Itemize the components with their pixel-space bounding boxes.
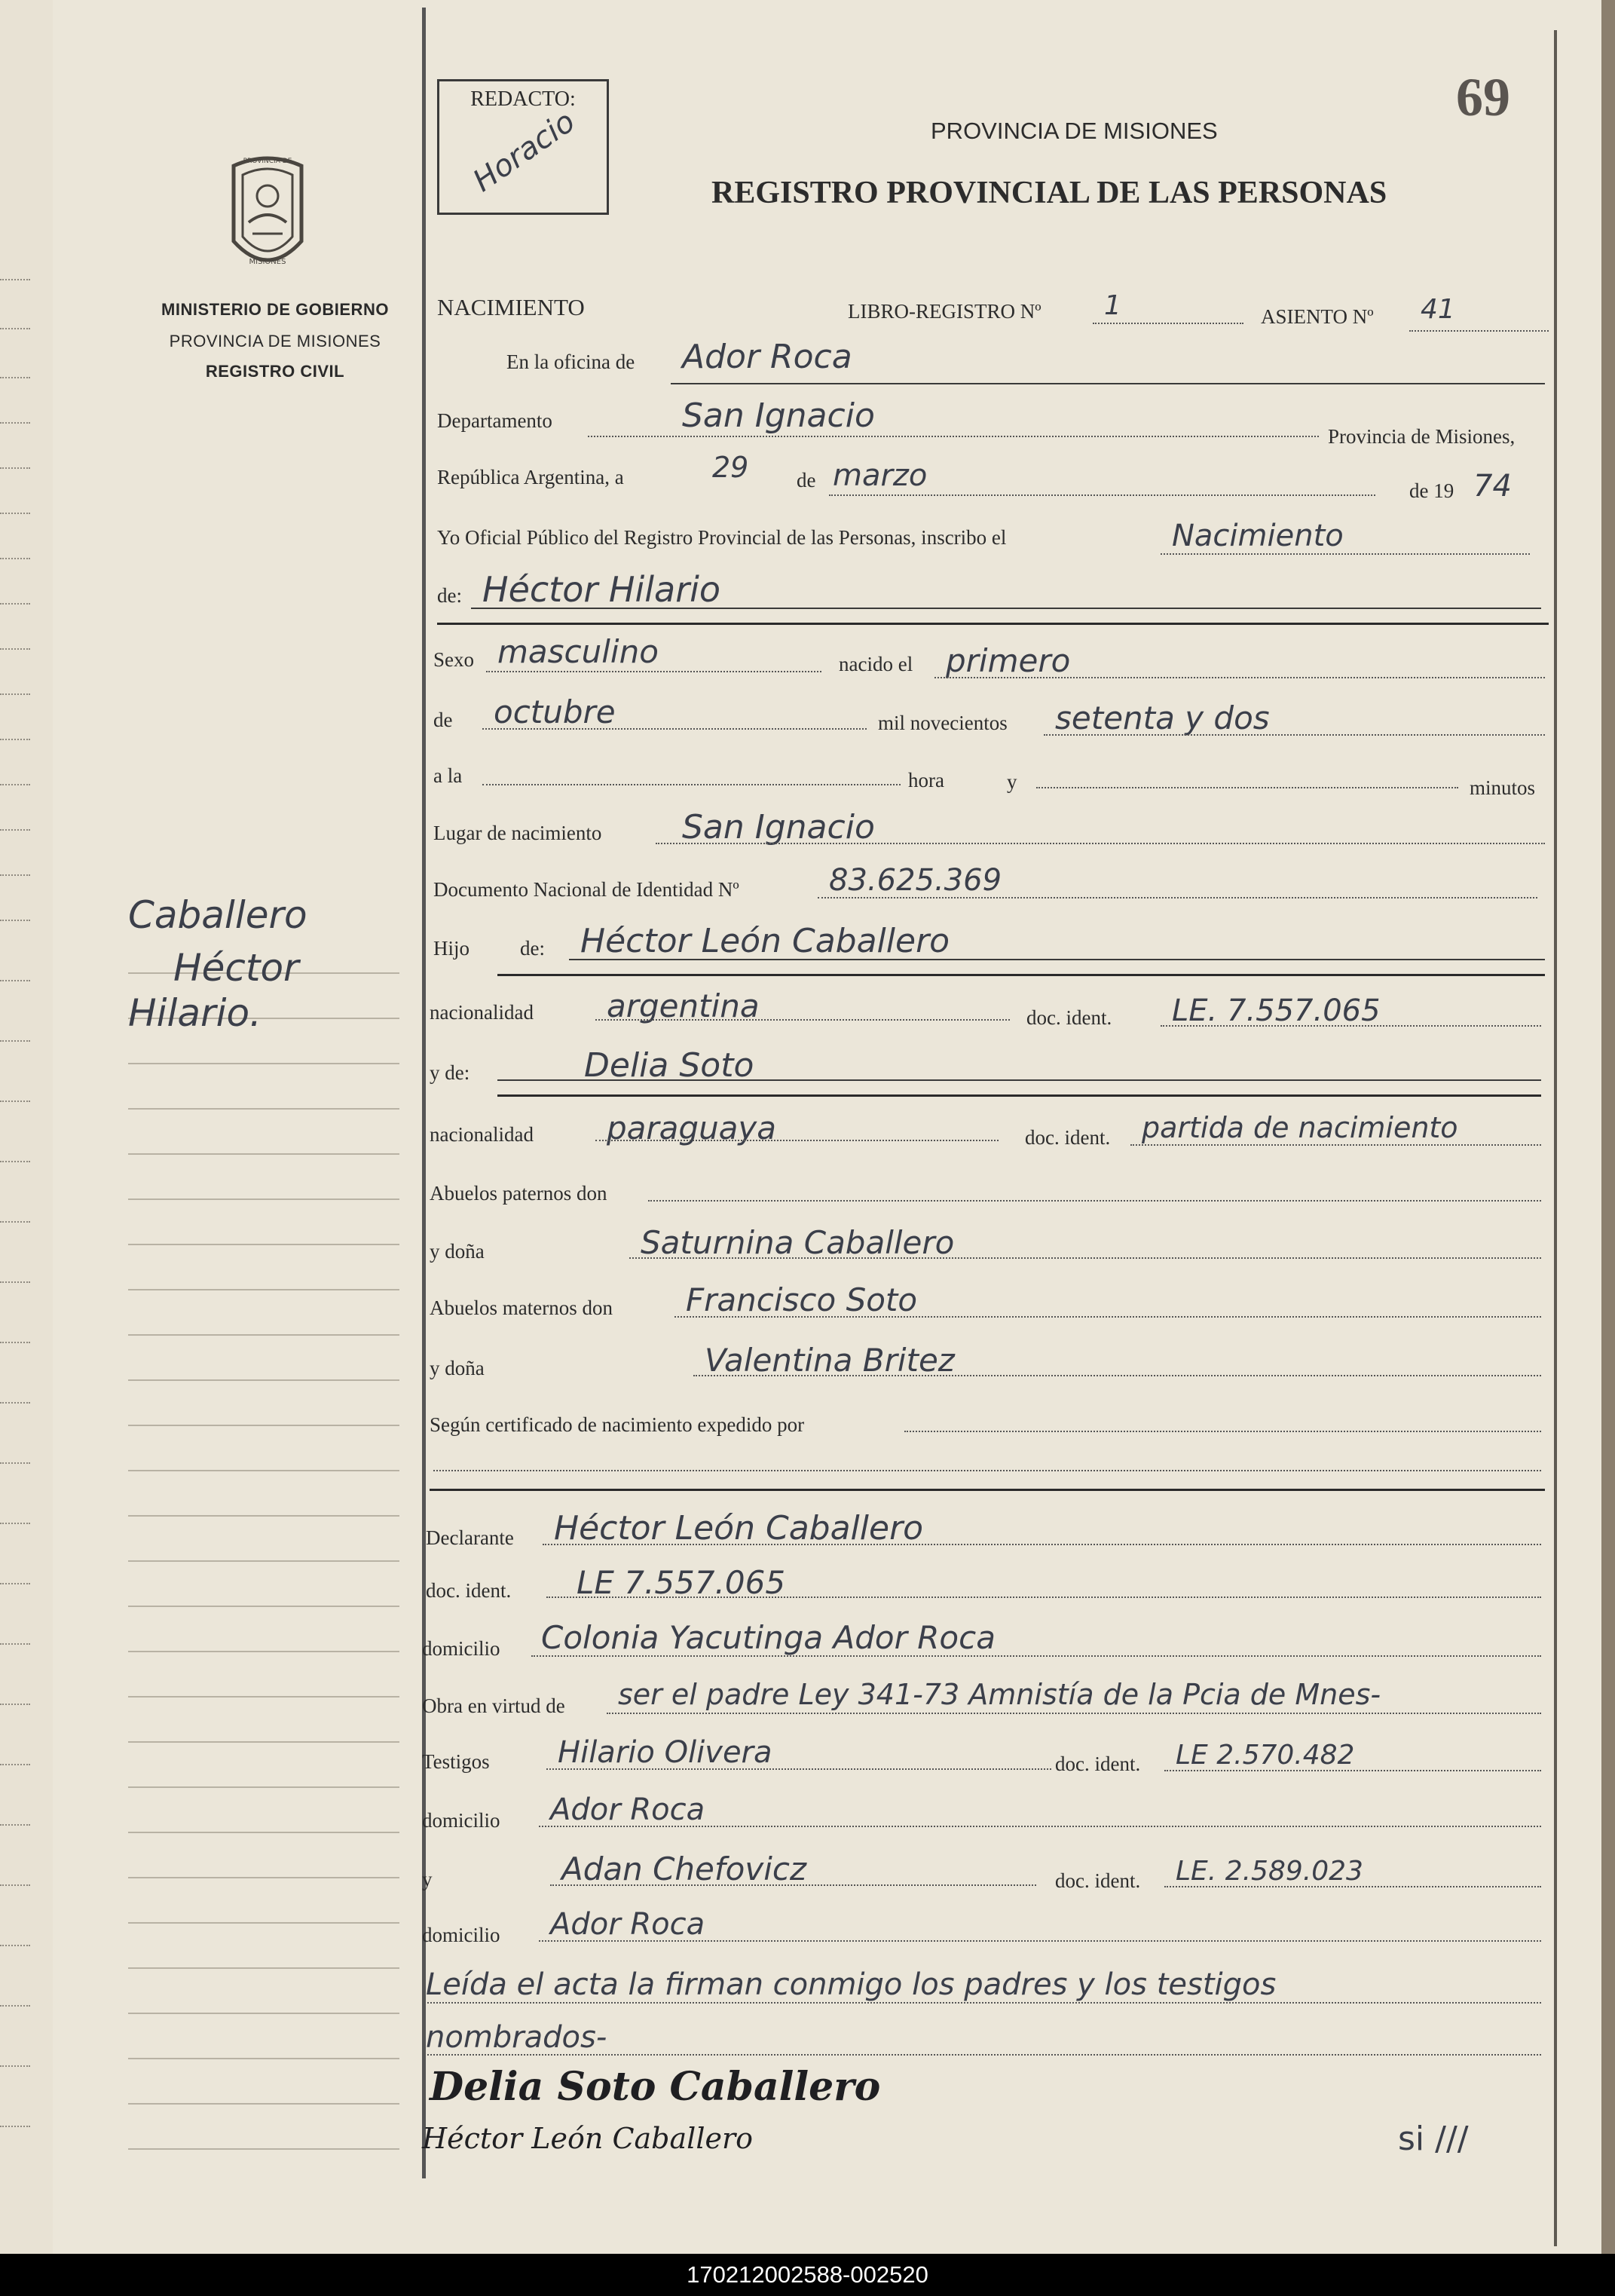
- witness2-doc-value: LE. 2.589.023: [1176, 1856, 1363, 1887]
- signature-father: Héctor León Caballero: [422, 2122, 754, 2155]
- dni-value: 83.625.369: [829, 863, 1002, 898]
- act-value: Nacimiento: [1172, 519, 1344, 553]
- departamento-label: Departamento: [437, 409, 552, 432]
- paternal-grandparents-label: Abuelos paternos don: [430, 1182, 607, 1205]
- ministry-line1: MINISTERIO DE GOBIERNO: [161, 300, 389, 319]
- provincial-seal-icon: [219, 151, 317, 279]
- hora-y-label: y: [1007, 770, 1017, 793]
- footer-bar: [0, 2254, 1615, 2296]
- minutos-label: minutos: [1470, 776, 1536, 799]
- mother-nationality-label: nacionalidad: [430, 1123, 534, 1146]
- republica-label: República Argentina, a: [437, 466, 624, 488]
- mother-doc-value: partida de nacimiento: [1142, 1111, 1458, 1144]
- mother-doc-label: doc. ident.: [1025, 1126, 1111, 1149]
- birth-year-value: setenta y dos: [1055, 700, 1270, 736]
- asiento-value: 41: [1421, 294, 1455, 325]
- father-nationality-label: nacionalidad: [430, 1001, 534, 1024]
- declarante-doc-value: LE 7.557.065: [577, 1564, 786, 1601]
- left-facing-page: [0, 0, 54, 2254]
- closing-line1: Leída el acta la firman conmigo los padres y los testigos: [426, 1967, 1277, 2002]
- witness1-domicilio-label: domicilio: [422, 1809, 500, 1832]
- seal-text-top: PROVINCIA DE: [243, 158, 292, 165]
- mother-nationality-value: paraguaya: [607, 1110, 777, 1146]
- declarante-domicilio-label: domicilio: [422, 1637, 500, 1660]
- sexo-label: Sexo: [433, 648, 474, 671]
- segun-label: Según certificado de nacimiento expedido por: [430, 1413, 805, 1436]
- registry-title: REGISTRO PROVINCIAL DE LAS PERSONAS: [711, 176, 1387, 210]
- maternal-grandparents-label: Abuelos maternos don: [430, 1296, 613, 1319]
- witness2-domicilio-value: Ador Roca: [550, 1907, 705, 1942]
- witness1-name-value: Hilario Olivera: [558, 1735, 772, 1770]
- redacto-value: Horacio: [466, 104, 582, 199]
- father-nationality-value: argentina: [607, 987, 760, 1024]
- year-label: de 19: [1409, 479, 1454, 502]
- margin-name-line1: Caballero: [128, 893, 307, 937]
- hijo-de-label: de:: [520, 937, 545, 960]
- declarante-domicilio-value: Colonia Yacutinga Ador Roca: [541, 1619, 996, 1656]
- sheet-right-border: [1554, 30, 1557, 2246]
- redacto-label: REDACTO:: [470, 87, 576, 111]
- father-doc-value: LE. 7.557.065: [1172, 993, 1381, 1028]
- nac-de-label: de: [433, 709, 453, 731]
- margin-name-line3: Hilario.: [128, 991, 262, 1035]
- declarante-doc-label: doc. ident.: [426, 1579, 512, 1602]
- maternal-grandfather-value: Francisco Soto: [686, 1281, 918, 1318]
- father-doc-label: doc. ident.: [1026, 1006, 1112, 1029]
- paternal-grandmother-value: Saturnina Caballero: [641, 1224, 955, 1261]
- declarante-label: Declarante: [426, 1526, 514, 1549]
- page-number: 69: [1456, 67, 1510, 127]
- father-name-value: Héctor León Caballero: [580, 922, 950, 960]
- maternal-dona-label: y doña: [430, 1357, 485, 1379]
- oficial-statement: Yo Oficial Público del Registro Provincial de las Personas, inscribo el: [437, 526, 1007, 549]
- witness1-doc-value: LE 2.570.482: [1176, 1740, 1355, 1771]
- nacido-label: nacido el: [839, 653, 913, 675]
- oficina-label: En la oficina de: [506, 351, 635, 373]
- province-heading: PROVINCIA DE MISIONES: [931, 118, 1218, 144]
- birth-month-value: octubre: [494, 693, 616, 730]
- obra-label: Obra en virtud de: [422, 1694, 565, 1717]
- ministry-line3: REGISTRO CIVIL: [205, 362, 345, 381]
- image-id: 170212002588-002520: [687, 2261, 928, 2288]
- dni-label: Documento Nacional de Identidad Nº: [433, 878, 739, 901]
- mil-label: mil novecientos: [878, 712, 1008, 734]
- child-name-value: Héctor Hilario: [482, 569, 721, 610]
- asiento-label: ASIENTO Nº: [1261, 305, 1374, 328]
- witness2-name-value: Adan Chefovicz: [561, 1851, 807, 1887]
- declarante-value: Héctor León Caballero: [554, 1509, 924, 1548]
- obra-value: ser el padre Ley 341-73 Amnistía de la Pcia de Mnes-: [618, 1678, 1381, 1711]
- libro-label: LIBRO-REGISTRO Nº: [848, 300, 1041, 323]
- lugar-value: San Ignacio: [682, 808, 875, 846]
- witness1-doc-label: doc. ident.: [1055, 1753, 1141, 1775]
- sexo-value: masculino: [497, 633, 659, 670]
- nacido-value: primero: [946, 642, 1071, 679]
- a-la-label: a la: [433, 764, 463, 787]
- official-mark: si ///: [1398, 2120, 1469, 2158]
- seal-text-bottom: MISIONES: [249, 258, 286, 266]
- hora-label: hora: [908, 769, 944, 791]
- year-value: 74: [1473, 469, 1512, 504]
- name-de-label: de:: [437, 584, 462, 607]
- witness2-domicilio-label: domicilio: [422, 1924, 500, 1946]
- form-type-label: NACIMIENTO: [437, 294, 585, 320]
- witness2-doc-label: doc. ident.: [1055, 1869, 1141, 1892]
- maternal-grandmother-value: Valentina Britez: [705, 1342, 955, 1379]
- testigos-label: Testigos: [422, 1750, 490, 1773]
- y-de-label: y de:: [430, 1061, 470, 1084]
- libro-value: 1: [1104, 290, 1121, 321]
- closing-line2: nombrados-: [426, 2020, 607, 2055]
- provincia-suffix: Provincia de Misiones,: [1328, 425, 1516, 448]
- mother-name-value: Delia Soto: [584, 1046, 754, 1085]
- witness1-domicilio-value: Ador Roca: [550, 1792, 705, 1827]
- ministry-line2: PROVINCIA DE MISIONES: [169, 332, 381, 351]
- date-de-label: de: [797, 469, 816, 491]
- oficina-value: Ador Roca: [682, 338, 852, 376]
- paternal-dona-label: y doña: [430, 1240, 485, 1263]
- departamento-value: San Ignacio: [682, 396, 875, 435]
- signature-mother: Delia Soto Caballero: [430, 2064, 881, 2110]
- lugar-label: Lugar de nacimiento: [433, 822, 602, 844]
- margin-name-line2: Héctor: [173, 946, 299, 990]
- month-value: marzo: [833, 458, 928, 493]
- witness2-y-label: y: [422, 1868, 433, 1890]
- day-value: 29: [712, 451, 749, 484]
- margin-divider: [422, 8, 426, 2178]
- hijo-label: Hijo: [433, 937, 470, 960]
- redacto-box: [437, 79, 609, 215]
